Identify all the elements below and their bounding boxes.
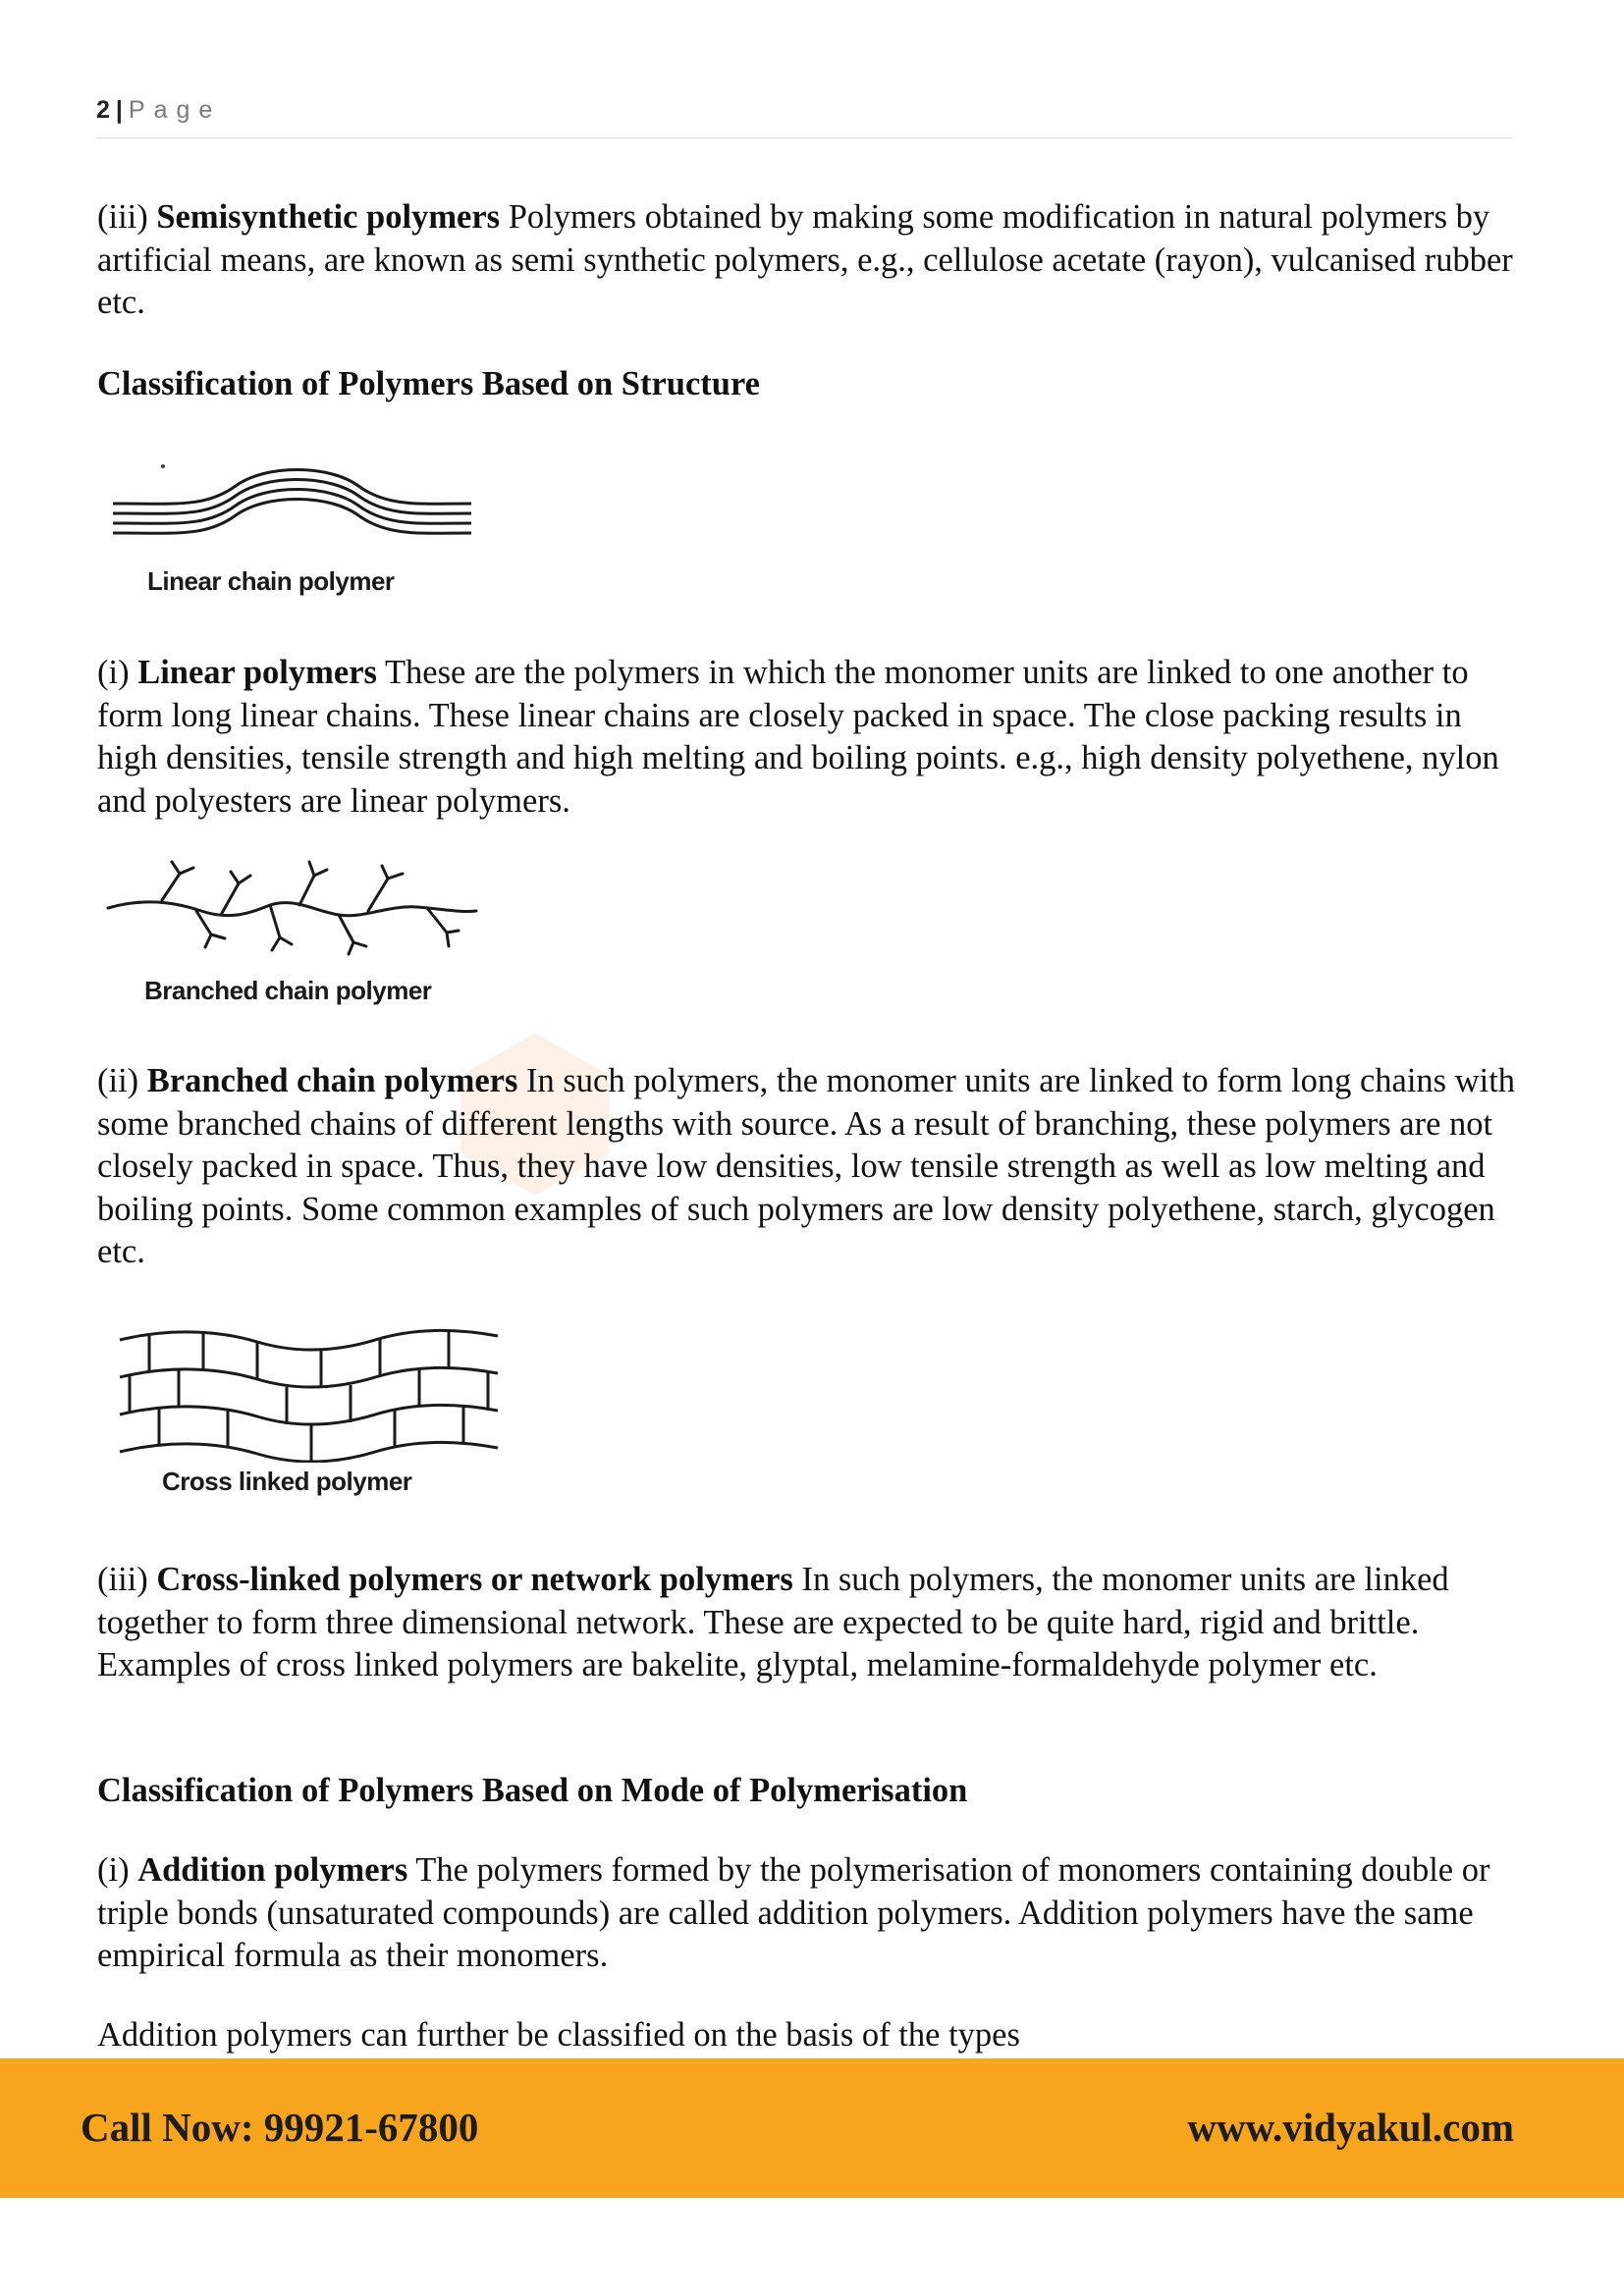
website-link[interactable]: www.vidyakul.com (1187, 2105, 1514, 2150)
term-cross-linked: Cross-linked polymers or network polymers (156, 1561, 793, 1598)
page-number: 2 (96, 96, 110, 124)
term-semisynthetic: Semisynthetic polymers (156, 198, 501, 236)
term-branched: Branched chain polymers (146, 1062, 518, 1099)
cross-linked-diagram (110, 1320, 503, 1463)
linear-paragraph (97, 652, 1521, 823)
addition-more-paragraph: Addition polymers can further be classified on the basis of the types (97, 2016, 1020, 2054)
cross-linked-caption: Cross linked polymer (162, 1467, 412, 1496)
paragraph-text: These are the polymers in which the monomer units are linked to one another to form long linear chains. These linear chains are closely packed in space. The close packing results in high densities, tensile strength and high melting and boiling points. e.g., high density polyethene, nylon and polyesters are linear polymers. (97, 654, 1499, 820)
item-prefix: (iii) (97, 198, 157, 236)
page-header (96, 96, 1512, 138)
addition-paragraph (97, 1849, 1521, 1978)
paragraph-text: The polymers formed by the polymerisation of monomers containing double or triple bonds (unsaturated compounds) are called addition polymers. Addition polymers have the same empirical formula as their monomers. (97, 1851, 1490, 1974)
header-separator: | (115, 96, 123, 124)
paragraph-text: In such polymers, the monomer units are linked together to form three dimensional network. These are expected to be quite hard, rigid and brittle. Examples of cross linked polymers are bakelite, glyptal, melamine-formaldehyde polymer etc. (97, 1561, 1449, 1683)
item-prefix: (iii) (97, 1561, 157, 1598)
branched-paragraph (97, 1060, 1521, 1274)
structure-heading: Classification of Polymers Based on Structure (97, 365, 760, 402)
term-addition: Addition polymers (137, 1851, 408, 1889)
item-prefix: (i) (97, 1851, 138, 1889)
semisynthetic-paragraph (97, 196, 1521, 325)
paragraph-text: In such polymers, the monomer units are linked to form long chains with some branched chains of different lengths with source. As a result of branching, these polymers are not closely packed in space. Thus, they have low densities, low tensile strength as well as low melting and boiling points. Some common examples of such polymers are low density polyethene, starch, glycogen etc. (97, 1062, 1516, 1270)
item-prefix: (ii) (97, 1062, 147, 1099)
branched-chain-diagram (103, 854, 481, 972)
paragraph-text: Polymers obtained by making some modification in natural polymers by artificial means, are known as semi synthetic polymers, e.g., cellulose acetate (rayon), vulcanised rubber etc. (97, 198, 1513, 321)
footer-banner (0, 2058, 1624, 2198)
page-label: Page (128, 96, 222, 124)
cross-linked-paragraph (97, 1559, 1521, 1687)
term-linear: Linear polymers (137, 654, 377, 691)
mode-heading: Classification of Polymers Based on Mode of Polymerisation (97, 1772, 968, 1809)
item-prefix: (i) (97, 654, 138, 691)
call-now-text: Call Now: 99921-67800 (81, 2105, 479, 2150)
branched-chain-caption: Branched chain polymer (144, 976, 432, 1005)
linear-chain-diagram (108, 447, 481, 560)
linear-chain-caption: Linear chain polymer (147, 566, 395, 596)
